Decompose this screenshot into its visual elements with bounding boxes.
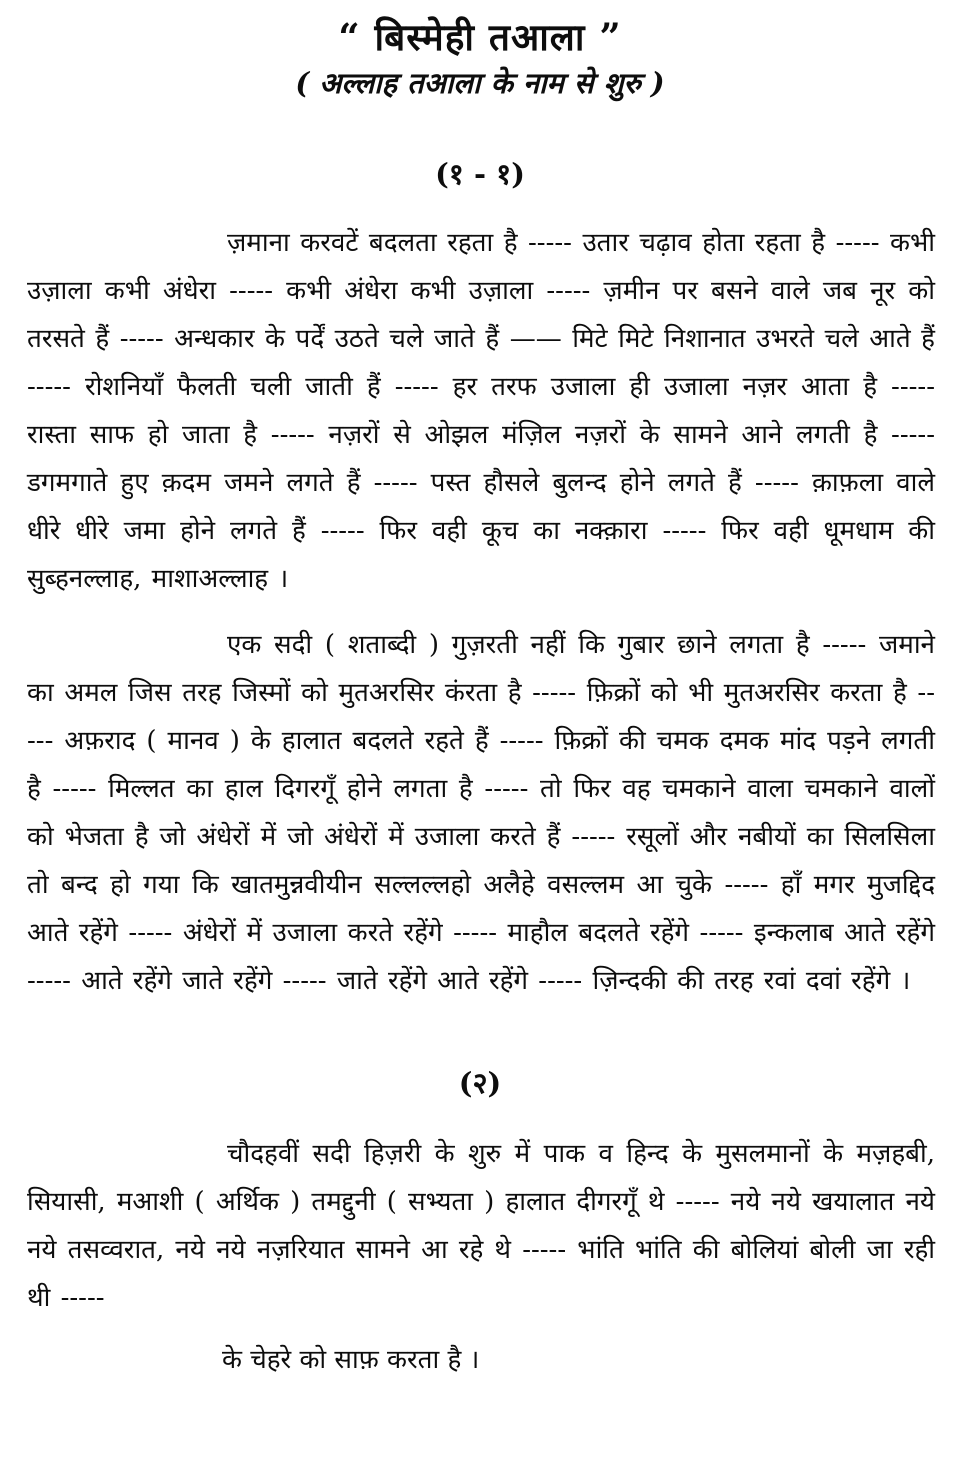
paragraph: चौदहवीं सदी हिज़री के शुरु में पाक व हिन्द के मुसलमानों के मज़हबी, सियासी, मआशी ( अर्थिक ) तमद्दुनी ( सभ्यता ) हालात दीगरगूँ थे ----- नये नये खयालात नये नये तसव्वरात, नये नये नज़रियात सामने आ रहे थे ----- भांति भांति की बोलियां बोली जा रही थी ----- (27, 1139, 935, 1313)
page-title: “ बिस्मेही तआला ” (338, 15, 622, 59)
section-1 (0, 154, 960, 1005)
section-2 (0, 1063, 960, 1384)
paragraph: ज़माना करवटें बदलता रहता है ----- उतार चढ़ाव होता रहता है ----- कभी उज़ाला कभी अंधेरा ----- कभी अंधेरा कभी उज़ाला ----- ज़मीन पर बसने वाले जब नूर को तरसते हैं ----- अन्धकार के पर्दें उठते चले जाते हैं —— मिटे मिटे निशानात उभरते चले आते हैं ----- रोशनियाँ फैलती चली जाती हैं ----- हर तरफ उजाला ही उजाला नज़र आता है ----- रास्ता साफ हो जाता है ----- नज़रों से ओझल मंज़िल नज़रों के सामने आने लगती है ----- डगमगाते हुए क़दम जमने लगते हैं ----- पस्त हौसले बुलन्द होने लगते हैं ----- क़ाफ़ला वाले धीरे धीरे जमा होने लगते हैं ----- फिर वही कूच का नक्क़ारा ----- फिर वही धूमधाम की सुब्हनल्लाह, माशाअल्लाह । (27, 228, 935, 594)
paragraph: एक सदी ( शताब्दी ) गुज़रती नहीं कि गुबार छाने लगता है ----- जमाने का अमल जिस तरह जिस्मों को मुतअरसिर कंरता है ----- फ़िक्रों को भी मुतअरसिर करता है ----- अफ़राद ( मानव ) के हालात बदलते रहते हैं ----- फ़िक्रों की चमक दमक मांद पड़ने लगती है ----- मिल्लत का हाल दिगरगूँ होने लगता है ----- तो फिर वह चमकाने वाला चमकाने वालों को भेजता है जो अंधेरों में जो अंधेरों में उजाला करते हैं ----- रसूलों और नबीयों का सिलसिला तो बन्द हो गया कि खातमुन्नवीयीन सल्लल्लहो अलैहे वसल्लम आ चुके ----- हाँ मगर मुजद्दिद आते रहेंगे ----- अंधेरों में उजाला करते रहेंगे ----- माहौल बदलते रहेंगे ----- इन्कलाब आते रहेंगे ----- आते रहेंगे जाते रहेंगे ----- जाते रहेंगे आते रहेंगे ----- ज़िन्दकी की तरह रवां दवां रहेंगे । (27, 630, 935, 996)
section-1-heading: (१ - १) (435, 157, 525, 191)
section-2-heading: (२) (458, 1066, 502, 1100)
page-subtitle: ( अल्लाह तआला के नाम से शुरु ) (295, 66, 665, 100)
closing-line: के चेहरे को साफ़ करता है । (222, 1345, 480, 1375)
